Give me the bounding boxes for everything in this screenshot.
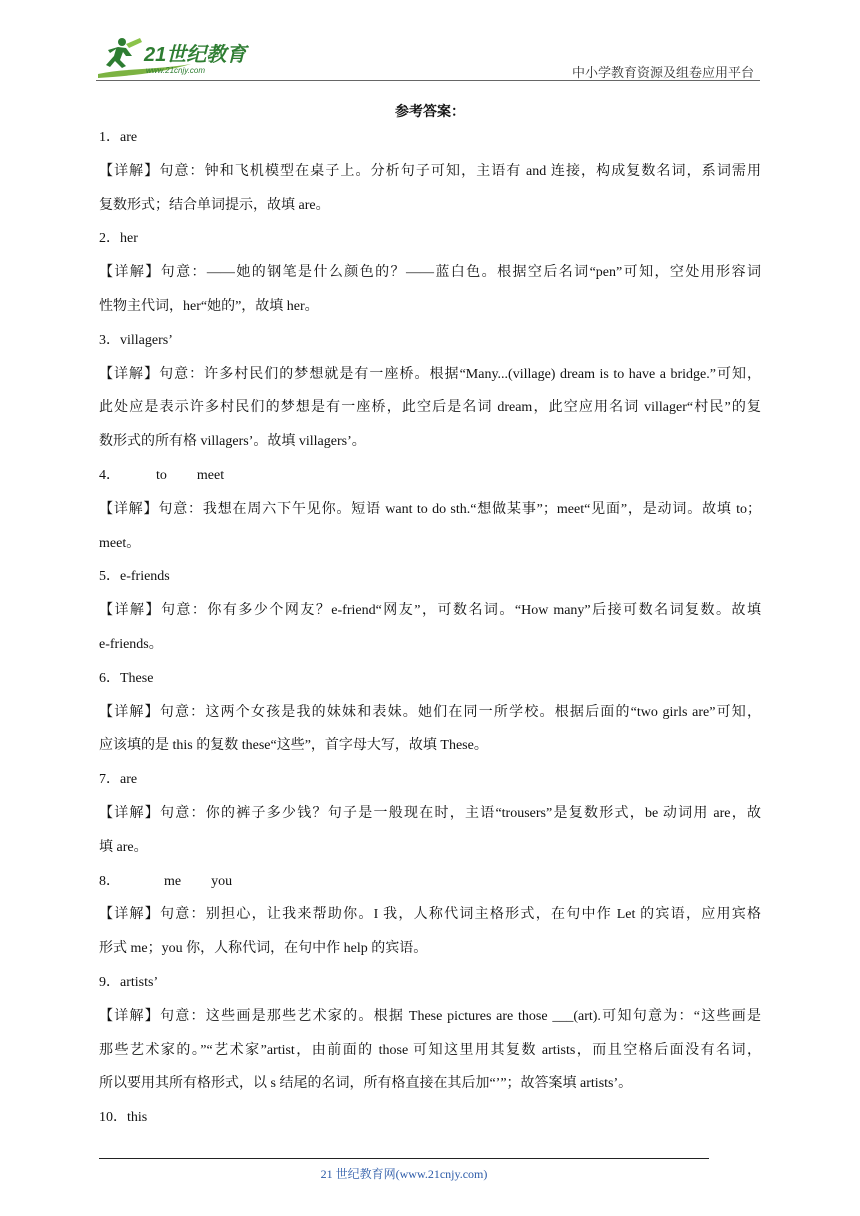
explanation-3-end: 数形式的所有格 villagers’。故填 villagers’。 [99,434,366,450]
explanation-9-cont: 那些艺术家的。”“艺术家”artist，由前面的 those 可知这里用其复数 artists，而且空格后面没有名词， [99,1042,761,1058]
explanation-3: 【详解】句意：许多村民们的梦想就是有一座桥。根据“Many...(village) dream is to have a bridge.”可知， [99,366,761,382]
logo-21cnjy [96,34,266,80]
explanation-1: 【详解】句意：钟和飞机模型在桌子上。分析句子可知，主语有 and 连接，构成复数名词，系词需用 [99,163,761,179]
explanation-2: 【详解】句意：——她的钢笔是什么颜色的？——蓝白色。根据空后名词“pen”可知，空处用形容词 [99,265,761,281]
explanation-4: 【详解】句意：我想在周六下午见你。短语 want to do sth.“想做某事”；meet“见面”，是动词。故填 to； [99,501,761,517]
explanation-8: 【详解】句意：别担心，让我来帮助你。I 我，人称代词主格形式，在句中作 Let 的宾语，应用宾格 [99,907,761,923]
explanation-3-cont: 此处应是表示许多村民们的梦想是有一座桥，此空后是名词 dream，此空应用名词 villager“村民”的复 [99,400,761,416]
explanation-6-cont: 应该填的是 this 的复数 these“这些”，首字母大写，故填 These。 [99,738,488,754]
answer-list [99,128,761,1142]
answer-4-blank-2: meet [196,467,225,483]
answer-1: 1．are [99,130,138,145]
answer-8-number: 8． [99,873,120,889]
footer-divider [99,1158,709,1159]
explanation-9: 【详解】句意：这些画是那些艺术家的。根据 These pictures are those ___(art).可知句意为：“这些画是 [99,1008,761,1024]
svg-text:www.21cnjy.com: www.21cnjy.com [146,66,205,75]
answer-7: 7．are [99,772,138,788]
answer-4-number: 4． [99,467,120,483]
answer-9: 9．artists’ [99,974,159,990]
footer-source: 21 世纪教育网(www.21cnjy.com) [320,1167,488,1181]
header-divider [96,80,760,81]
explanation-7-cont: 填 are。 [99,839,148,855]
explanation-8-cont: 形式 me；you 你，人称代词，在句中作 help 的宾语。 [99,941,428,957]
answer-4 [99,466,761,486]
answer-3: 3．villagers’ [99,332,173,348]
answer-8 [99,872,761,892]
page-title: 参考答案： [395,105,465,120]
explanation-7: 【详解】句意：你的裤子多少钱？句子是一般现在时，主语“trousers”是复数形式，be 动词用 are，故 [99,805,761,821]
page-header [96,34,760,82]
explanation-4-cont: meet。 [99,535,141,551]
explanation-5-cont: e-friends。 [99,636,163,652]
answer-5: 5．e-friends [99,569,170,585]
explanation-6: 【详解】句意：这两个女孩是我的妹妹和表妹。她们在同一所学校。根据后面的“two girls are”可知， [99,704,761,720]
explanation-2-cont: 性物主代词，her“她的”，故填 her。 [99,298,319,314]
explanation-5: 【详解】句意：你有多少个网友？e-friend“网友”，可数名词。“How many”后接可数名词复数。故填 [99,603,761,619]
svg-text:21世纪教育: 21世纪教育 [144,44,247,66]
platform-name: 中小学教育资源及组卷应用平台 [571,65,754,80]
answer-6: 6．These [99,670,154,686]
explanation-9-end: 所以要用其所有格形式，以 s 结尾的名词，所有格直接在其后加“’”；故答案填 artists’。 [99,1076,633,1092]
answer-8-blank-1: me [164,873,182,889]
answer-10: 10．this [99,1110,148,1126]
logo-runner-icon [96,34,266,80]
answer-2: 2．her [99,231,138,247]
answer-8-blank-2: you [211,873,233,889]
answer-4-blank-1: to [156,467,167,483]
explanation-1-cont: 复数形式；结合单词提示，故填 are。 [99,197,330,213]
